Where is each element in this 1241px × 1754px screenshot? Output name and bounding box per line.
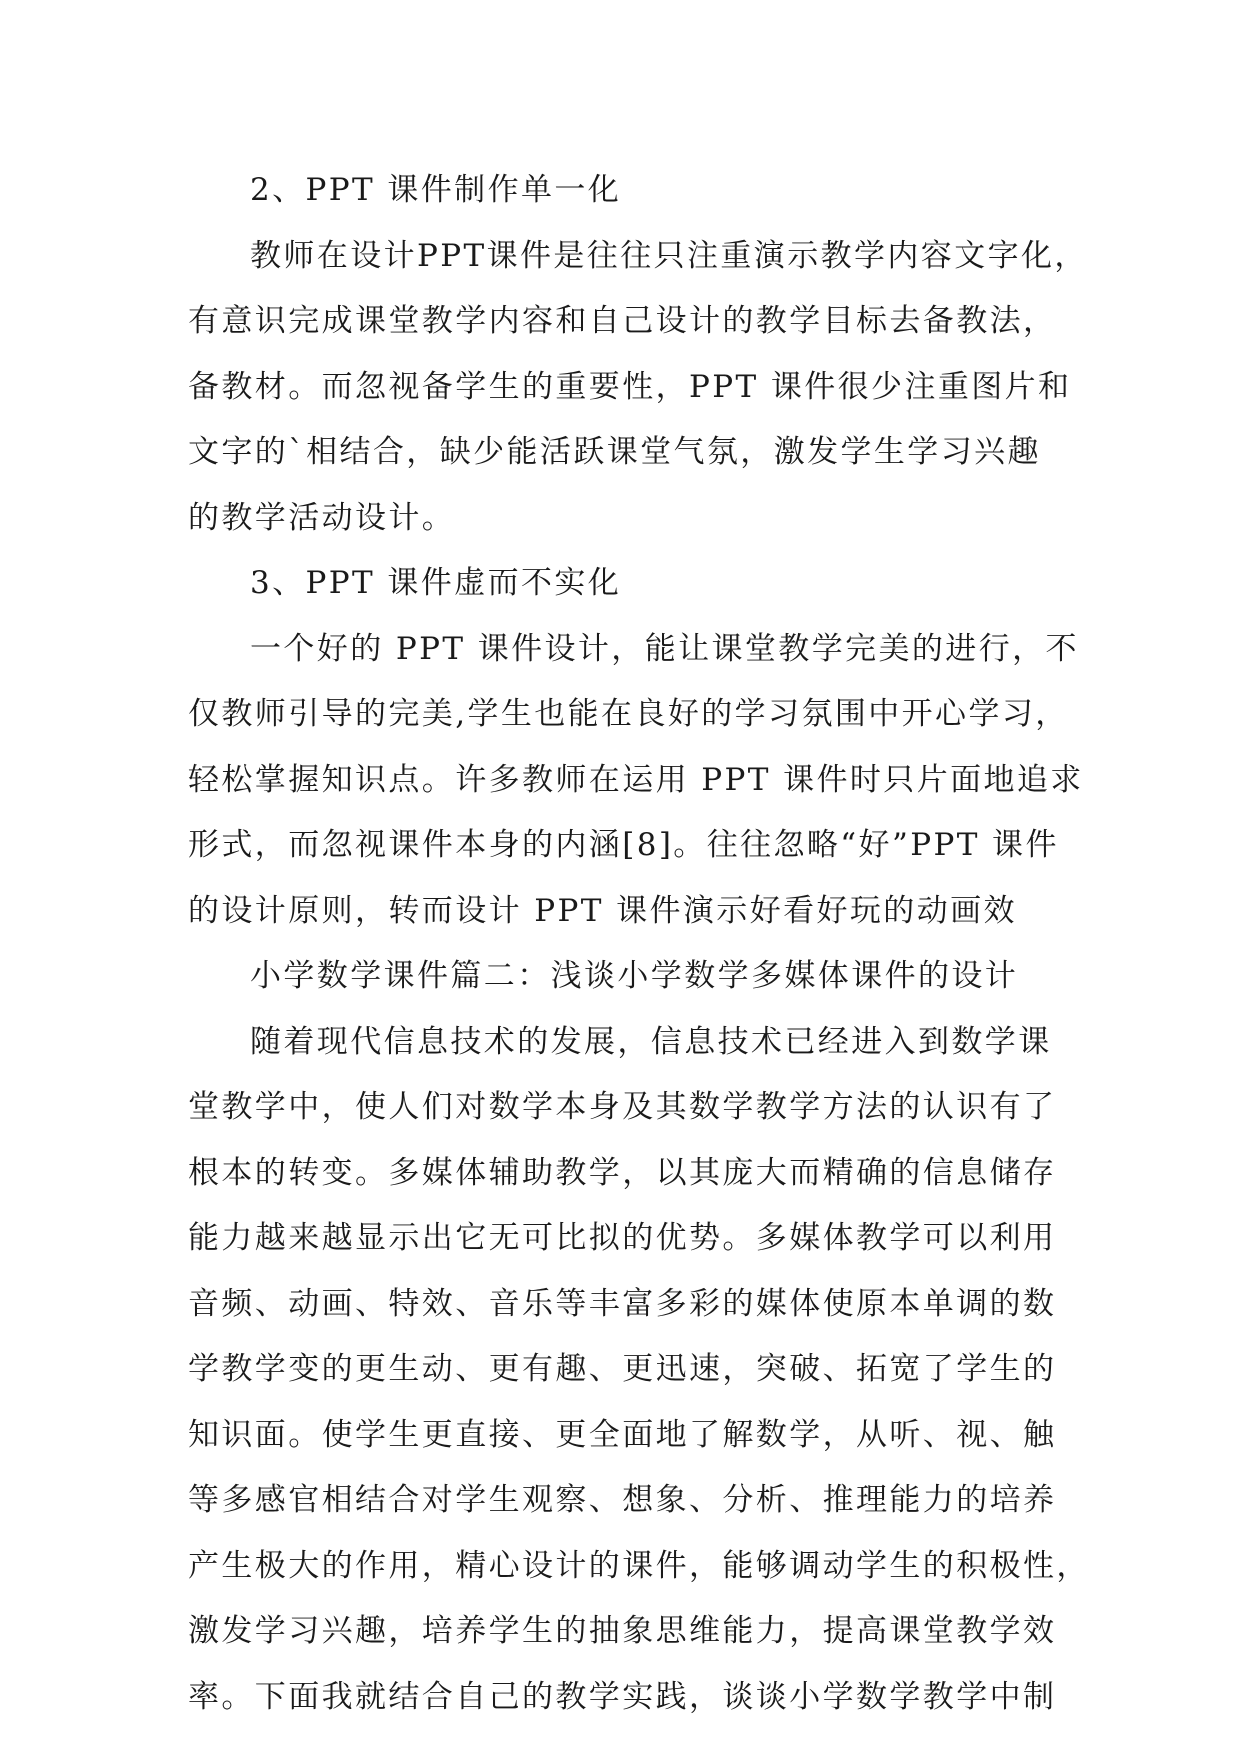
paragraph-line: 堂教学中，使人们对数学本身及其数学教学方法的认识有了	[188, 1089, 1057, 1125]
paragraph-line: 的教学活动设计。	[188, 499, 456, 536]
paragraph-line: 形式，而忽视课件本身的内涵[8]。往往忽略“好”PPT 课件	[188, 827, 1059, 863]
section-heading-2: 2、PPT 课件制作单一化	[250, 172, 622, 208]
document-body	[188, 158, 1090, 1730]
paragraph-line: 有意识完成课堂教学内容和自己设计的教学目标去备教法，	[188, 303, 1057, 339]
paragraph-line: 文字的`相结合，缺少能活跃课堂气氛，激发学生学习兴趣	[188, 434, 1041, 470]
paragraph-line: 激发学习兴趣，培养学生的抽象思维能力，提高课堂教学效	[188, 1613, 1057, 1649]
paragraph-line: 根本的转变。多媒体辅助教学，以其庞大而精确的信息储存	[188, 1154, 1057, 1191]
paragraph-line: 仅教师引导的完美,学生也能在良好的学习氛围中开心学习，	[188, 696, 1069, 732]
paragraph-line: 学教学变的更生动、更有趣、更迅速，突破、拓宽了学生的	[188, 1351, 1057, 1387]
paragraph-line: 知识面。使学生更直接、更全面地了解数学，从听、视、触	[188, 1416, 1057, 1453]
paragraph-line: 音频、动画、特效、音乐等丰富多彩的媒体使原本单调的数	[188, 1285, 1057, 1322]
paragraph-line: 的设计原则，转而设计 PPT 课件演示好看好玩的动画效	[188, 892, 1017, 929]
paragraph-line: 等多感官相结合对学生观察、想象、分析、推理能力的培养	[188, 1482, 1057, 1518]
paragraph-line: 备教材。而忽视备学生的重要性，PPT 课件很少注重图片和	[188, 368, 1072, 405]
section-heading-3: 3、PPT 课件虚而不实化	[250, 565, 622, 601]
paragraph-line: 轻松掌握知识点。许多教师在运用 PPT 课件时只片面地追求	[188, 761, 1084, 798]
paragraph-line: 产生极大的作用，精心设计的课件，能够调动学生的积极性，	[188, 1547, 1090, 1584]
paragraph-line: 能力越来越显示出它无可比拟的优势。多媒体教学可以利用	[188, 1220, 1057, 1256]
paragraph-line: 率。下面我就结合自己的教学实践，谈谈小学数学教学中制	[188, 1678, 1057, 1715]
paragraph-line: 一个好的 PPT 课件设计，能让课堂教学完美的进行，不	[250, 630, 1079, 667]
paragraph-line: 随着现代信息技术的发展，信息技术已经进入到数学课	[250, 1023, 1052, 1060]
article-title: 小学数学课件篇二：浅谈小学数学多媒体课件的设计	[250, 958, 1019, 994]
paragraph-line: 教师在设计PPT课件是往往只注重演示教学内容文字化，	[250, 237, 1088, 274]
